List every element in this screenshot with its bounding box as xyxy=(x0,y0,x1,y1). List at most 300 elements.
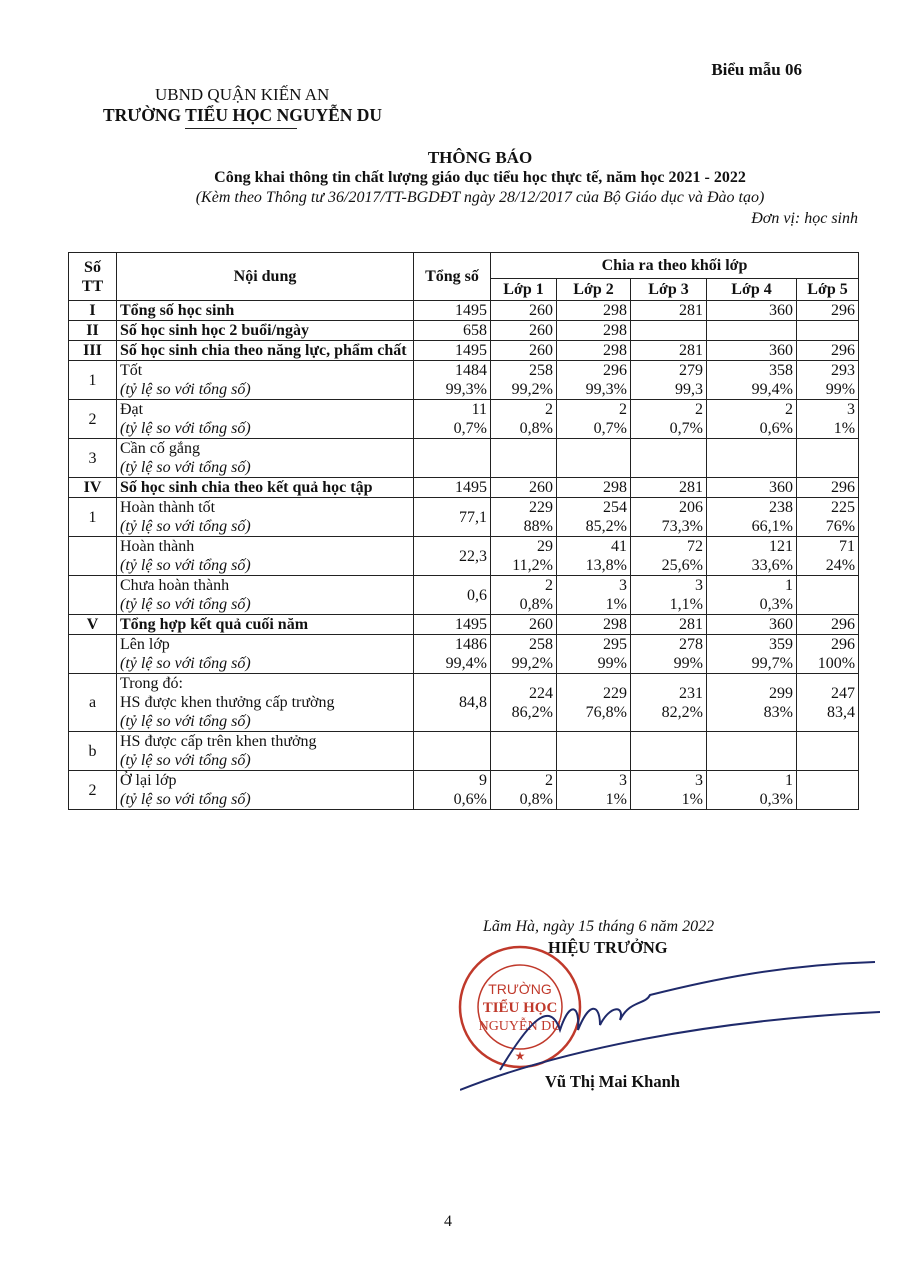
row-number: 2 xyxy=(69,400,117,439)
cell-count: 3 xyxy=(695,772,703,789)
cell-percent: 99% xyxy=(597,655,627,672)
cell-percent: 73,3% xyxy=(661,518,703,535)
table-body xyxy=(69,301,859,810)
cell-grade-1 xyxy=(491,537,557,576)
cell-count: 1484 xyxy=(455,362,487,379)
row-sublabel: (tỷ lệ so với tổng số) xyxy=(120,596,251,613)
row-number: IV xyxy=(69,478,117,498)
row-number: 1 xyxy=(69,498,117,537)
cell-grade-3 xyxy=(631,635,707,674)
cell-count: 296 xyxy=(831,616,856,633)
cell-grade-5 xyxy=(797,400,859,439)
cell-count: 2 xyxy=(545,772,553,789)
cell-count: 121 xyxy=(769,538,793,555)
row-number: a xyxy=(69,674,117,732)
cell-count: 359 xyxy=(769,636,793,653)
cell-percent: 76% xyxy=(825,518,856,535)
cell-percent: 99,7% xyxy=(751,655,793,672)
cell-grade-2 xyxy=(557,732,631,771)
row-sublabel: (tỷ lệ so với tổng số) xyxy=(120,518,251,535)
cell-percent: 99,2% xyxy=(511,655,553,672)
cell-count: 658 xyxy=(463,322,487,339)
cell-percent: 1% xyxy=(833,420,856,437)
cell-grade-4 xyxy=(707,361,797,400)
cell-count: 298 xyxy=(603,322,627,339)
cell-grade-4 xyxy=(707,301,797,321)
cell-count: 1486 xyxy=(455,636,487,653)
cell-total xyxy=(414,576,491,615)
cell-count: 260 xyxy=(529,342,553,359)
header-grade-1: Lớp 1 xyxy=(491,279,557,301)
row-sublabel: (tỷ lệ so với tổng số) xyxy=(120,655,251,672)
cell-count: 298 xyxy=(603,616,627,633)
document-title: THÔNG BÁO xyxy=(427,148,533,167)
stamp-star-icon: ★ xyxy=(514,1049,526,1063)
table-row xyxy=(69,361,859,400)
cell-percent: 1% xyxy=(681,791,703,808)
cell-percent: 100% xyxy=(817,655,856,672)
header-tt: Số TT xyxy=(69,253,117,301)
row-label xyxy=(117,400,414,439)
row-sublabel: (tỷ lệ so với tổng số) xyxy=(120,791,251,808)
cell-count: 358 xyxy=(769,362,793,379)
row-label xyxy=(117,674,414,732)
cell-grade-5 xyxy=(797,321,859,341)
cell-grade-5 xyxy=(797,498,859,537)
cell-percent: 24% xyxy=(825,557,856,574)
cell-count: 281 xyxy=(679,616,703,633)
cell-grade-4 xyxy=(707,674,797,732)
cell-grade-1 xyxy=(491,321,557,341)
cell-grade-5 xyxy=(797,361,859,400)
cell-total xyxy=(414,674,491,732)
row-number: II xyxy=(69,321,117,341)
cell-grade-2 xyxy=(557,576,631,615)
cell-grade-5 xyxy=(797,439,859,478)
cell-count: 77,1 xyxy=(459,508,487,526)
cell-percent: 83,4 xyxy=(827,703,856,721)
cell-grade-3 xyxy=(631,498,707,537)
cell-count: 9 xyxy=(479,772,487,789)
cell-percent: 99,4% xyxy=(751,381,793,398)
cell-count: 295 xyxy=(603,636,627,653)
row-sublabel: (tỷ lệ so với tổng số) xyxy=(120,459,251,476)
cell-total xyxy=(414,439,491,478)
cell-count: 2 xyxy=(619,401,627,418)
school-name: TRƯỜNG TIỂU HỌC NGUYỄN DU xyxy=(103,105,383,125)
cell-count: 278 xyxy=(679,636,703,653)
cell-grade-5 xyxy=(797,615,859,635)
table-row xyxy=(69,615,859,635)
cell-grade-4 xyxy=(707,400,797,439)
row-label-text: Ở lại lớp xyxy=(120,772,177,789)
table-row xyxy=(69,439,859,478)
cell-grade-1 xyxy=(491,361,557,400)
row-label xyxy=(117,537,414,576)
row-label xyxy=(117,732,414,771)
cell-percent: 0,3% xyxy=(759,596,793,613)
cell-percent: 86,2% xyxy=(511,703,553,721)
row-sublabel: (tỷ lệ so với tổng số) xyxy=(120,381,251,398)
cell-grade-5 xyxy=(797,301,859,321)
cell-total xyxy=(414,361,491,400)
header-grade-4: Lớp 4 xyxy=(707,279,797,301)
header-grade-2: Lớp 2 xyxy=(557,279,631,301)
cell-count: 72 xyxy=(687,538,703,555)
cell-percent: 13,8% xyxy=(585,557,627,574)
cell-grade-5 xyxy=(797,576,859,615)
cell-total xyxy=(414,341,491,361)
cell-grade-2 xyxy=(557,400,631,439)
cell-count: 260 xyxy=(529,479,553,496)
row-number: V xyxy=(69,615,117,635)
cell-count: 22,3 xyxy=(459,547,487,565)
cell-count: 360 xyxy=(769,342,793,359)
cell-percent: 66,1% xyxy=(751,518,793,535)
cell-count: 1495 xyxy=(455,479,487,496)
cell-count: 229 xyxy=(529,499,553,516)
cell-grade-3 xyxy=(631,771,707,810)
cell-grade-2 xyxy=(557,321,631,341)
cell-percent: 0,6% xyxy=(759,420,793,437)
cell-count: 3 xyxy=(695,577,703,594)
cell-grade-1 xyxy=(491,615,557,635)
cell-percent: 83% xyxy=(763,703,793,721)
cell-count: 281 xyxy=(679,479,703,496)
cell-count: 296 xyxy=(603,362,627,379)
row-label xyxy=(117,361,414,400)
stamp-line-1: TRƯỜNG xyxy=(488,981,552,997)
cell-count: 260 xyxy=(529,322,553,339)
row-number xyxy=(69,576,117,615)
row-label xyxy=(117,615,414,635)
cell-grade-2 xyxy=(557,615,631,635)
cell-percent: 33,6% xyxy=(751,557,793,574)
cell-count: 229 xyxy=(603,684,627,702)
row-label-text: Chưa hoàn thành xyxy=(120,577,230,594)
cell-grade-4 xyxy=(707,771,797,810)
principal-name: Vũ Thị Mai Khanh xyxy=(545,1072,680,1091)
table-row xyxy=(69,498,859,537)
row-label xyxy=(117,439,414,478)
cell-count: 299 xyxy=(769,684,793,702)
cell-grade-1 xyxy=(491,439,557,478)
signature-place-date: Lãm Hà, ngày 15 tháng 6 năm 2022 xyxy=(483,918,715,935)
signature-role: HIỆU TRƯỞNG xyxy=(548,938,668,957)
cell-grade-4 xyxy=(707,341,797,361)
cell-percent: 99% xyxy=(825,381,856,398)
cell-grade-3 xyxy=(631,674,707,732)
cell-count: 260 xyxy=(529,616,553,633)
cell-percent: 85,2% xyxy=(585,518,627,535)
table-row xyxy=(69,321,859,341)
row-label-text: Lên lớp xyxy=(120,636,170,653)
unit-label: Đơn vị: học sinh xyxy=(751,210,858,227)
cell-count: 0,6 xyxy=(467,586,487,604)
cell-grade-1 xyxy=(491,674,557,732)
agency-name: UBND QUẬN KIẾN AN xyxy=(155,85,330,104)
row-number xyxy=(69,635,117,674)
document-subtitle: Công khai thông tin chất lượng giáo dục tiểu học thực tế, năm học 2021 - 2022 xyxy=(214,169,746,186)
cell-count: 260 xyxy=(529,302,553,319)
cell-total xyxy=(414,498,491,537)
cell-percent: 99,3% xyxy=(445,381,487,398)
cell-grade-4 xyxy=(707,635,797,674)
cell-grade-3 xyxy=(631,341,707,361)
cell-percent: 25,6% xyxy=(661,557,703,574)
row-label-text: Trong đó: xyxy=(120,675,183,692)
row-label xyxy=(117,498,414,537)
cell-count: 258 xyxy=(529,636,553,653)
row-label xyxy=(117,576,414,615)
cell-grade-2 xyxy=(557,301,631,321)
cell-grade-4 xyxy=(707,321,797,341)
cell-grade-1 xyxy=(491,301,557,321)
cell-total xyxy=(414,615,491,635)
cell-count: 206 xyxy=(679,499,703,516)
cell-grade-5 xyxy=(797,771,859,810)
cell-grade-2 xyxy=(557,537,631,576)
row-label-text: HS được cấp trên khen thưởng xyxy=(120,733,317,750)
form-code: Biểu mẫu 06 xyxy=(711,60,802,79)
row-number xyxy=(69,537,117,576)
row-label-text: Số học sinh học 2 buổi/ngày xyxy=(120,322,309,339)
cell-grade-2 xyxy=(557,771,631,810)
cell-percent: 76,8% xyxy=(585,703,627,721)
quality-report-table xyxy=(68,252,859,810)
cell-count: 298 xyxy=(603,302,627,319)
cell-count: 11 xyxy=(471,401,487,418)
cell-grade-5 xyxy=(797,341,859,361)
cell-percent: 0,6% xyxy=(453,791,487,808)
cell-count: 231 xyxy=(679,684,703,702)
cell-count: 2 xyxy=(695,401,703,418)
cell-grade-1 xyxy=(491,498,557,537)
page-number: 4 xyxy=(444,1213,452,1230)
cell-count: 298 xyxy=(603,479,627,496)
cell-grade-1 xyxy=(491,400,557,439)
cell-grade-4 xyxy=(707,498,797,537)
cell-count: 225 xyxy=(831,499,856,516)
cell-count: 293 xyxy=(831,362,856,379)
row-label-text: Cần cố gắng xyxy=(120,440,200,457)
row-label xyxy=(117,771,414,810)
cell-count: 2 xyxy=(785,401,793,418)
cell-count: 296 xyxy=(831,342,856,359)
row-number: I xyxy=(69,301,117,321)
row-sublabel: (tỷ lệ so với tổng số) xyxy=(120,752,251,769)
cell-count: 247 xyxy=(831,684,856,702)
cell-count: 71 xyxy=(839,538,856,555)
cell-percent: 0,7% xyxy=(669,420,703,437)
cell-percent: 88% xyxy=(523,518,553,535)
table-row xyxy=(69,478,859,498)
cell-percent: 99,4% xyxy=(445,655,487,672)
row-sublabel: (tỷ lệ so với tổng số) xyxy=(120,713,251,730)
cell-percent: 11,2% xyxy=(512,557,553,574)
cell-percent: 0,8% xyxy=(519,596,553,613)
cell-grade-3 xyxy=(631,400,707,439)
cell-percent: 82,2% xyxy=(661,703,703,721)
cell-count: 1 xyxy=(785,772,793,789)
header-grade-5: Lớp 5 xyxy=(797,279,859,301)
cell-count: 298 xyxy=(603,342,627,359)
cell-grade-1 xyxy=(491,341,557,361)
cell-total xyxy=(414,732,491,771)
cell-grade-4 xyxy=(707,439,797,478)
cell-grade-2 xyxy=(557,635,631,674)
cell-count: 296 xyxy=(831,479,856,496)
stamp-line-2: TIỂU HỌC xyxy=(482,1000,558,1016)
cell-percent: 1% xyxy=(605,596,627,613)
row-label-text: Hoàn thành xyxy=(120,538,195,555)
cell-grade-3 xyxy=(631,478,707,498)
cell-count: 360 xyxy=(769,479,793,496)
cell-count: 258 xyxy=(529,362,553,379)
table-row xyxy=(69,576,859,615)
row-label-text: Đạt xyxy=(120,401,144,418)
cell-grade-1 xyxy=(491,478,557,498)
cell-count: 1495 xyxy=(455,342,487,359)
cell-grade-3 xyxy=(631,361,707,400)
cell-grade-2 xyxy=(557,361,631,400)
cell-grade-2 xyxy=(557,341,631,361)
row-number: III xyxy=(69,341,117,361)
row-label-text: Tốt xyxy=(120,362,143,379)
cell-grade-1 xyxy=(491,732,557,771)
cell-grade-1 xyxy=(491,771,557,810)
header-total: Tổng số xyxy=(414,253,491,301)
cell-grade-5 xyxy=(797,478,859,498)
cell-total xyxy=(414,635,491,674)
row-number: 2 xyxy=(69,771,117,810)
cell-percent: 99,2% xyxy=(511,381,553,398)
row-number: 1 xyxy=(69,361,117,400)
cell-percent: 1% xyxy=(605,791,627,808)
cell-percent: 0,8% xyxy=(519,791,553,808)
cell-grade-4 xyxy=(707,537,797,576)
cell-count: 1 xyxy=(785,577,793,594)
cell-grade-1 xyxy=(491,576,557,615)
row-label-text-2: HS được khen thưởng cấp trường xyxy=(120,694,335,711)
cell-total xyxy=(414,537,491,576)
cell-count: 281 xyxy=(679,342,703,359)
cell-total xyxy=(414,478,491,498)
cell-grade-3 xyxy=(631,732,707,771)
cell-percent: 0,7% xyxy=(453,420,487,437)
cell-count: 3 xyxy=(619,577,627,594)
cell-total xyxy=(414,321,491,341)
cell-count: 3 xyxy=(619,772,627,789)
cell-total xyxy=(414,400,491,439)
cell-grade-3 xyxy=(631,321,707,341)
row-label xyxy=(117,321,414,341)
cell-count: 1495 xyxy=(455,302,487,319)
table-row xyxy=(69,301,859,321)
cell-count: 360 xyxy=(769,302,793,319)
table-row xyxy=(69,635,859,674)
row-label xyxy=(117,478,414,498)
cell-grade-2 xyxy=(557,498,631,537)
cell-count: 224 xyxy=(529,684,553,702)
cell-count: 1495 xyxy=(455,616,487,633)
table-row xyxy=(69,537,859,576)
cell-percent: 99% xyxy=(673,655,703,672)
row-sublabel: (tỷ lệ so với tổng số) xyxy=(120,557,251,574)
table-row xyxy=(69,400,859,439)
cell-grade-4 xyxy=(707,478,797,498)
cell-count: 84,8 xyxy=(459,694,487,711)
row-label-text: Hoàn thành tốt xyxy=(120,499,216,516)
cell-grade-2 xyxy=(557,439,631,478)
cell-grade-4 xyxy=(707,615,797,635)
cell-count: 41 xyxy=(611,538,627,555)
header-content: Nội dung xyxy=(117,253,414,301)
table-row xyxy=(69,771,859,810)
cell-percent: 0,3% xyxy=(759,791,793,808)
cell-count: 281 xyxy=(679,302,703,319)
cell-count: 29 xyxy=(537,538,553,555)
cell-percent: 0,7% xyxy=(593,420,627,437)
cell-count: 279 xyxy=(679,362,703,379)
cell-grade-2 xyxy=(557,478,631,498)
cell-count: 254 xyxy=(603,499,627,516)
cell-grade-3 xyxy=(631,537,707,576)
row-label-text: Tổng hợp kết quả cuối năm xyxy=(120,616,309,633)
cell-percent: 0,8% xyxy=(519,420,553,437)
table-row xyxy=(69,674,859,732)
cell-grade-1 xyxy=(491,635,557,674)
row-sublabel: (tỷ lệ so với tổng số) xyxy=(120,420,251,437)
cell-count: 296 xyxy=(831,302,856,319)
row-label-text: Số học sinh chia theo kết quả học tập xyxy=(120,479,373,496)
cell-grade-4 xyxy=(707,576,797,615)
cell-percent: 1,1% xyxy=(669,596,703,613)
row-label xyxy=(117,341,414,361)
cell-count: 238 xyxy=(769,499,793,516)
cell-grade-5 xyxy=(797,537,859,576)
cell-count: 360 xyxy=(769,616,793,633)
legal-reference: (Kèm theo Thông tư 36/2017/TT-BGDĐT ngày 28/12/2017 của Bộ Giáo dục và Đào tạo) xyxy=(195,189,765,206)
row-label xyxy=(117,301,414,321)
cell-percent: 99,3% xyxy=(585,381,627,398)
header-grade-3: Lớp 3 xyxy=(631,279,707,301)
cell-count: 2 xyxy=(545,401,553,418)
cell-total xyxy=(414,771,491,810)
table-row xyxy=(69,341,859,361)
cell-grade-5 xyxy=(797,674,859,732)
cell-grade-3 xyxy=(631,576,707,615)
cell-grade-4 xyxy=(707,732,797,771)
cell-count: 3 xyxy=(847,401,856,418)
cell-grade-3 xyxy=(631,439,707,478)
cell-total xyxy=(414,301,491,321)
table-row xyxy=(69,732,859,771)
row-number: 3 xyxy=(69,439,117,478)
cell-grade-2 xyxy=(557,674,631,732)
row-number: b xyxy=(69,732,117,771)
cell-grade-3 xyxy=(631,301,707,321)
cell-grade-5 xyxy=(797,635,859,674)
cell-grade-5 xyxy=(797,732,859,771)
stamp-line-3: NGUYỄN DU xyxy=(478,1019,562,1034)
cell-count: 2 xyxy=(545,577,553,594)
header-grade-group: Chia ra theo khối lớp xyxy=(491,253,859,279)
school-underline xyxy=(185,128,297,129)
row-label xyxy=(117,635,414,674)
row-label-text: Số học sinh chia theo năng lực, phẩm chất xyxy=(120,342,407,359)
cell-percent: 99,3 xyxy=(675,381,703,398)
